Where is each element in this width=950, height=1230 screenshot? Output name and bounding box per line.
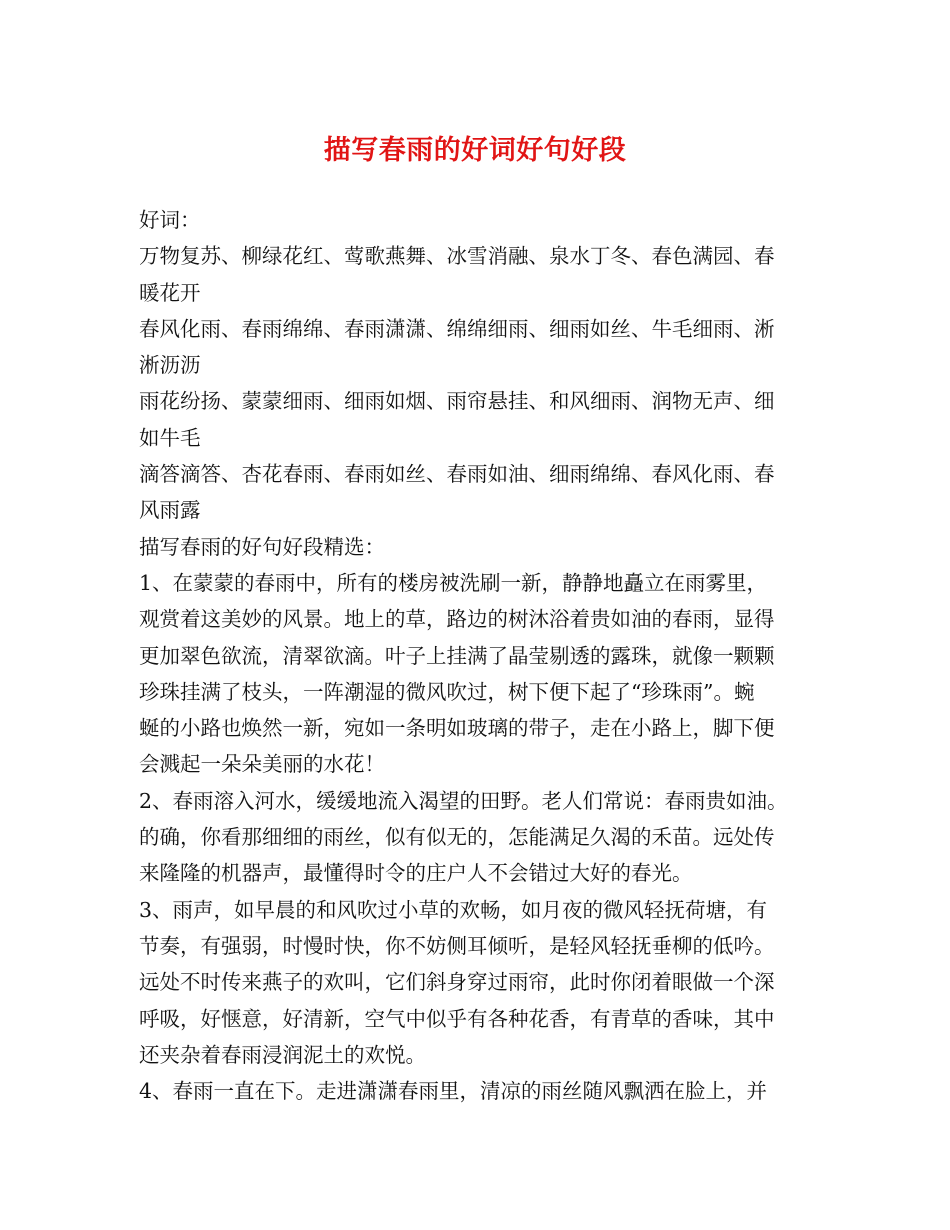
text-line: 万物复苏、柳绿花红、莺歌燕舞、冰雪消融、泉水丁冬、春色满园、春: [139, 244, 775, 269]
text-line: 更加翠色欲流，清翠欲滴。叶子上挂满了晶莹剔透的露珠，就像一颗颗: [139, 643, 775, 668]
text-line: 来隆隆的机器声，最懂得时令的庄户人不会错过大好的春光。: [139, 861, 693, 886]
text-line: 的确，你看那细细的雨丝，似有似无的，怎能满足久渴的禾苗。远处传: [139, 825, 775, 850]
text-line: 好词：: [139, 208, 201, 232]
text-line: 暖花开: [139, 280, 201, 305]
text-line: 呼吸，好惬意，好清新，空气中似乎有各种花香，有青草的香味，其中: [139, 1006, 775, 1031]
text-line: 雨花纷扬、蒙蒙细雨、细雨如烟、雨帘悬挂、和风细雨、润物无声、细: [139, 389, 775, 414]
text-line: 会溅起一朵朵美丽的水花！: [139, 752, 385, 777]
text-line: 2、春雨溶入河水，缓缓地流入渴望的田野。老人们常说：春雨贵如油。: [139, 788, 788, 813]
text-line: 远处不时传来燕子的欢叫，它们斜身穿过雨帘，此时你闭着眼做一个深: [139, 970, 775, 995]
text-line: 3、雨声，如早晨的和风吹过小草的欢畅，如月夜的微风轻抚荷塘，有: [139, 897, 768, 922]
text-line: 滴答滴答、杏花春雨、春雨如丝、春雨如油、细雨绵绵、春风化雨、春: [139, 462, 775, 487]
document-body: [139, 202, 819, 1109]
text-line: 节奏，有强弱，时慢时快，你不妨侧耳倾听，是轻风轻抚垂柳的低吟。: [139, 933, 775, 958]
text-line: 珍珠挂满了枝头，一阵潮湿的微风吹过，树下便下起了“珍珠雨”。蜿: [139, 679, 755, 704]
text-line: 风雨露: [139, 498, 201, 523]
text-line: 观赏着这美妙的风景。地上的草，路边的树沐浴着贵如油的春雨，显得: [139, 607, 775, 632]
text-line: 蜒的小路也焕然一新，宛如一条明如玻璃的带子，走在小路上，脚下便: [139, 716, 775, 741]
text-line: 如牛毛: [139, 425, 201, 450]
text-line: 还夹杂着春雨浸润泥土的欢悦。: [139, 1042, 426, 1067]
text-line: 1、在蒙蒙的春雨中，所有的楼房被洗刷一新，静静地矗立在雨雾里，: [139, 570, 768, 595]
text-line: 4、春雨一直在下。走进潇潇春雨里，清凉的雨丝随风飘洒在脸上，并: [139, 1079, 768, 1104]
text-line: 春风化雨、春雨绵绵、春雨潇潇、绵绵细雨、细雨如丝、牛毛细雨、淅: [139, 316, 775, 341]
text-line: 描写春雨的好句好段精选：: [139, 534, 385, 559]
page-title: 描写春雨的好词好句好段: [323, 135, 627, 166]
text-line: 淅沥沥: [139, 353, 201, 378]
